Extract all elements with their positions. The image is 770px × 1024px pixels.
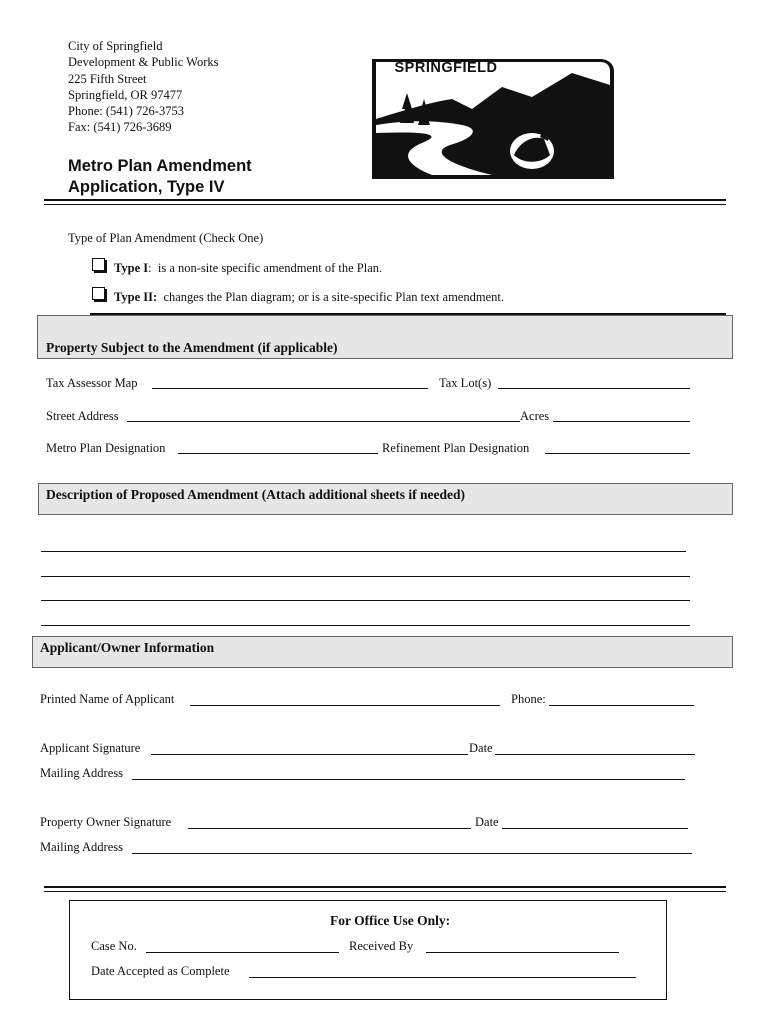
springfield-logo [372, 59, 614, 179]
property-heading: Property Subject to the Amendment (if applicable) [46, 340, 338, 355]
type-i-checkbox[interactable] [92, 258, 105, 271]
applicant-date-label: Date [469, 741, 493, 755]
phone-field[interactable] [549, 705, 694, 706]
amendment-type-prompt: Type of Plan Amendment (Check One) [68, 231, 264, 245]
applicant-mailing-address-field[interactable] [132, 779, 685, 780]
received-by-label: Received By [349, 939, 414, 953]
description-line[interactable] [41, 576, 690, 577]
owner-date-field[interactable] [502, 828, 688, 829]
description-heading: Description of Proposed Amendment (Attach additional sheets if needed) [46, 487, 465, 502]
owner-signature-label: Property Owner Signature [40, 815, 172, 829]
type-ii-checkbox[interactable] [92, 287, 105, 300]
applicant-signature-label: Applicant Signature [40, 741, 141, 755]
printed-name-field[interactable] [190, 705, 500, 706]
acres-field[interactable] [553, 421, 690, 422]
street-address-field[interactable] [127, 421, 520, 422]
form-title [68, 156, 252, 198]
logo-wordmark: SPRINGFIELD [394, 60, 498, 76]
metro-plan-designation-field[interactable] [178, 453, 378, 454]
owner-signature-field[interactable] [188, 828, 471, 829]
title-divider [44, 204, 726, 205]
applicant-date-field[interactable] [495, 754, 695, 755]
case-no-label: Case No. [91, 939, 137, 953]
type-ii-text: changes the Plan diagram; or is a site-specific Plan text amendment. [163, 290, 504, 304]
office-use-box [69, 900, 667, 1000]
date-accepted-field[interactable] [249, 977, 636, 978]
owner-date-label: Date [475, 815, 499, 829]
refinement-plan-designation-label: Refinement Plan Designation [382, 441, 530, 455]
applicant-signature-field[interactable] [151, 754, 468, 755]
title-line-1: Metro Plan Amendment [68, 157, 252, 175]
address-line: Development & Public Works [68, 55, 219, 70]
tax-assessor-map-field[interactable] [152, 388, 428, 389]
received-by-field[interactable] [426, 952, 619, 953]
type-i-label: Type I [114, 261, 149, 275]
address-line: Phone: (541) 726-3753 [68, 104, 184, 119]
case-no-field[interactable] [146, 952, 339, 953]
street-address-label: Street Address [46, 409, 119, 423]
refinement-plan-designation-field[interactable] [545, 453, 690, 454]
owner-mailing-address-field[interactable] [132, 853, 692, 854]
phone-label: Phone: [511, 692, 546, 706]
address-line: City of Springfield [68, 39, 163, 53]
office-heading: For Office Use Only: [330, 913, 451, 928]
title-divider [44, 199, 726, 201]
address-line: Fax: (541) 726-3689 [68, 120, 172, 135]
description-line[interactable] [41, 551, 686, 552]
office-divider [44, 886, 726, 888]
office-divider [44, 891, 726, 892]
type-ii-label: Type II: [114, 290, 158, 304]
type-i-option: Type I: is a non-site specific amendment of the Plan. [114, 261, 383, 275]
address-line: 225 Fifth Street [68, 71, 147, 86]
description-line[interactable] [41, 600, 690, 601]
printed-name-label: Printed Name of Applicant [40, 692, 175, 706]
description-line[interactable] [41, 625, 690, 626]
acres-label: Acres [520, 409, 550, 423]
owner-mailing-address-label: Mailing Address [40, 840, 123, 854]
title-line-2: Application, Type IV [68, 178, 225, 196]
address-line: Springfield, OR 97477 [68, 87, 183, 102]
date-accepted-label: Date Accepted as Complete [91, 964, 230, 978]
tax-assessor-map-label: Tax Assessor Map [46, 376, 138, 390]
agency-address [68, 38, 218, 136]
type-ii-option [114, 290, 504, 305]
tax-lots-label: Tax Lot(s) [439, 376, 492, 390]
applicant-mailing-address-label: Mailing Address [40, 766, 123, 780]
tax-lots-field[interactable] [498, 388, 690, 389]
metro-plan-designation-label: Metro Plan Designation [46, 441, 166, 455]
applicant-heading: Applicant/Owner Information [40, 640, 215, 655]
type-i-text: is a non-site specific amendment of the Plan. [157, 261, 383, 275]
